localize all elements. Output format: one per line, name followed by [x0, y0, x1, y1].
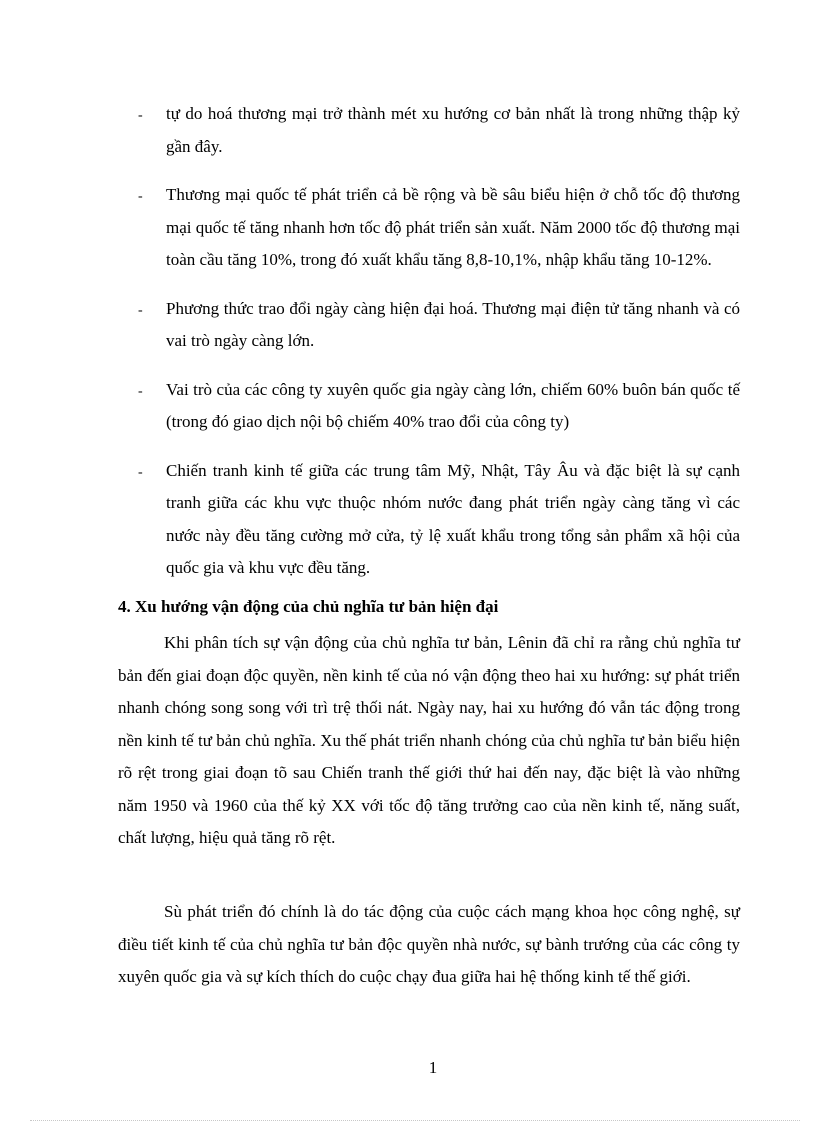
page-bottom-divider — [30, 1120, 800, 1121]
bullet-list — [118, 98, 740, 601]
body-paragraph: Sù phát triển đó chính là do tác động của cuộc cách mạng khoa học công nghệ, sự điều tiết kinh tế của chủ nghĩa tư bản độc quyền nhà nước, sự bành trướng của các công ty xuyên quốc gia và sự kích thích do cuộc chạy đua giữa hai hệ thống kinh tế thế giới. — [118, 902, 740, 986]
bullet-marker: - — [138, 464, 143, 480]
bullet-text: Thương mại quốc tế phát triển cả bề rộng và bề sâu biểu hiện ở chỗ tốc độ thương mại quốc tế tăng nhanh hơn tốc độ phát triển sản xuất. Năm 2000 tốc độ thương mại toàn cầu tăng 10%, trong đó xuất khẩu tăng 8,8-10,1%, nhập khẩu tăng 10-12%. — [166, 185, 740, 269]
bullet-marker: - — [138, 108, 143, 123]
body-paragraph: Khi phân tích sự vận động của chủ nghĩa tư bản, Lênin đã chỉ ra rằng chủ nghĩa tư bản đến giai đoạn độc quyền, nền kinh tế của nó vận động theo hai xu hướng: sự phát triển nhanh chóng song song với trì trệ thối nát. Ngày nay, hai xu hướng đó vẫn tác động trong nền kinh tế tư bản chủ nghĩa. Xu thế phát triển nhanh chóng của chủ nghĩa tư bản biểu hiện rõ rệt trong giai đoạn tõ sau Chiến tranh thế giới thứ hai đến nay, đặc biệt là vào những năm 1950 và 1960 của thế kỷ XX với tốc độ tăng trưởng cao của nền kinh tế, năng suất, chất lượng, hiệu quả tăng rõ rệt. — [118, 633, 740, 847]
bullet-item — [118, 455, 740, 585]
bullet-text: Chiến tranh kinh tế giữa các trung tâm Mỹ, Nhật, Tây Âu và đặc biệt là sự cạnh tranh giữa các khu vực thuộc nhóm nước đang phát triển ngày càng tăng vì các nước này đều tăng cường mở cửa, tỷ lệ xuất khẩu trong tổng sản phẩm xã hội của quốc gia và khu vực đều tăng. — [166, 460, 740, 577]
page-number: 1 — [428, 1058, 438, 1077]
bullet-item — [118, 293, 740, 358]
bullet-text: Vai trò của các công ty xuyên quốc gia ngày càng lớn, chiếm 60% buôn bán quốc tế (trong đó giao dịch nội bộ chiếm 40% trao đổi của công ty) — [166, 379, 740, 431]
bullet-text: tự do hoá thương mại trở thành mét xu hướng cơ bản nhất là trong những thập kỷ gần đây. — [166, 104, 740, 156]
bullet-marker: - — [138, 302, 143, 318]
bullet-marker: - — [138, 189, 143, 204]
bullet-marker: - — [138, 383, 143, 399]
bullet-item — [118, 98, 740, 163]
bullet-item — [118, 374, 740, 439]
section-heading: 4. Xu hướng vận động của chủ nghĩa tư bản hiện đại — [118, 597, 499, 616]
bullet-text: Phương thức trao đổi ngày càng hiện đại hoá. Thương mại điện tử tăng nhanh và có vai trò ngày càng lớn. — [166, 298, 740, 350]
bullet-item — [118, 179, 740, 277]
